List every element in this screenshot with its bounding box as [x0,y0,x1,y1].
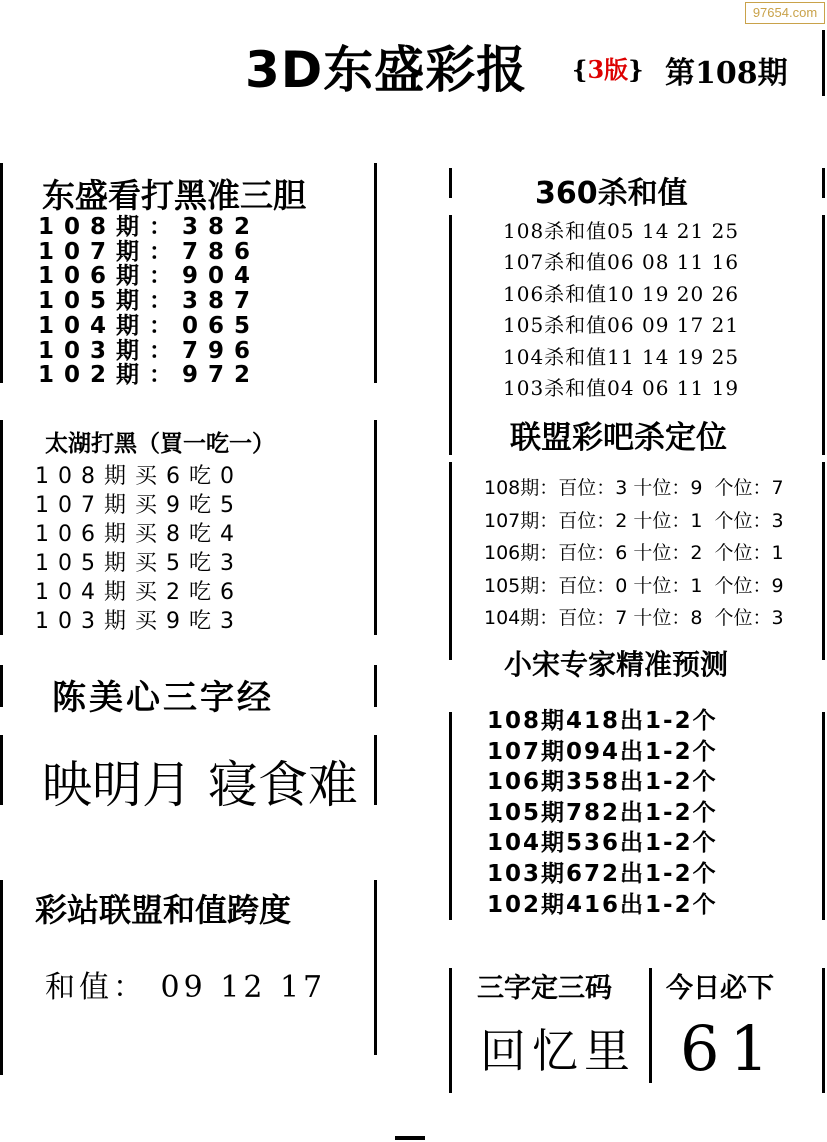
list-item: 107期094出1-2个 [487,738,718,765]
sha360-title: 360杀和值 [535,176,688,211]
left-rule [374,735,377,805]
list-item: 104期：065 [38,312,261,339]
list-item: 105期782出1-2个 [487,799,718,826]
list-item: 108期买6吃0 [35,464,243,489]
right-rule [822,968,825,1093]
right-rule [449,462,452,660]
list-item: 104期买2吃6 [35,580,243,605]
bixia-title: 今日必下 [666,973,774,1004]
right-rule [822,168,825,198]
right-rule [822,215,825,455]
page-title: 3D东盛彩报 [245,41,528,99]
list-item: 106杀和值10 19 20 26 [503,281,740,306]
list-item: 105期买5吃3 [35,551,243,576]
left-rule [374,665,377,707]
list-item: 104杀和值11 14 19 25 [503,344,740,369]
edition-label: {3版} [572,55,644,84]
left-rule [374,880,377,1055]
list-item: 104期536出1-2个 [487,830,718,857]
issue-number: 第108期 [665,56,788,91]
list-item: 107杀和值06 08 11 16 [503,250,740,275]
xiaosong-list [487,706,718,920]
list-item: 105期：百位：0 十位：1 个位：9 [484,574,784,597]
sanzi-title: 三字定三码 [477,973,612,1004]
taihu-title: 太湖打黑（買一吃一） [45,431,275,457]
left-rule [0,163,3,383]
bixia-text: 61 [680,1012,779,1085]
list-item: 106期：904 [38,263,261,290]
list-item: 102期：972 [38,362,261,389]
header-divider [822,30,825,96]
sanzi-text: 回忆里 [480,1024,636,1078]
left-rule [374,163,377,383]
list-item: 104期：百位：7 十位：8 个位：3 [484,607,784,629]
dongsheng-list [38,215,260,388]
list-item: 107期：百位：2 十位：1 个位：3 [484,509,784,532]
list-item: 106期：百位：6 十位：2 个位：1 [484,542,784,564]
taihu-list [35,462,243,636]
list-item: 108期418出1-2个 [487,708,718,734]
list-item: 103杀和值04 06 11 19 [503,376,740,401]
list-item: 108期：百位：3 十位：9 个位：7 [484,477,784,499]
box-divider [649,968,652,1083]
list-item: 108杀和值05 14 21 25 [503,219,740,243]
right-rule [449,712,452,920]
chenmeixin-title: 陈美心三字经 [52,678,274,718]
left-rule [0,665,3,707]
list-item: 103期：796 [38,337,261,364]
list-item: 108期：382 [38,214,261,240]
footer-mark [395,1136,425,1140]
left-rule [374,420,377,635]
list-item: 105杀和值06 09 17 21 [503,313,740,338]
xiaosong-title: 小宋专家精准预测 [504,648,729,681]
lianmeng-list [484,472,784,635]
list-item: 105期：387 [38,288,261,315]
right-rule [449,968,452,1093]
right-rule [822,462,825,660]
list-item: 107期：786 [38,238,261,265]
xiaosong-title-clip [452,640,820,681]
list-item: 102期416出1-2个 [487,891,718,918]
caizhan-title: 彩站联盟和值跨度 [35,891,292,929]
list-item: 106期358出1-2个 [487,769,718,796]
left-rule [0,420,3,635]
list-item: 103期买9吃3 [35,609,243,634]
right-rule [822,712,825,920]
list-item: 103期672出1-2个 [487,860,718,887]
sha360-list [503,216,739,404]
dongsheng-title: 东盛看打黑准三胆 [42,176,306,215]
lianmeng-title: 联盟彩吧杀定位 [510,420,727,456]
caizhan-text: 和值： 09 12 17 [45,970,327,1005]
left-rule [0,735,3,805]
left-rule [0,880,3,1075]
right-rule [449,215,452,455]
list-item: 106期买8吃4 [35,522,243,547]
right-rule [449,168,452,198]
list-item: 107期买9吃5 [35,493,243,518]
chenmeixin-text: 映明月 寝食难 [42,756,358,814]
watermark: 97654.com [745,2,825,24]
